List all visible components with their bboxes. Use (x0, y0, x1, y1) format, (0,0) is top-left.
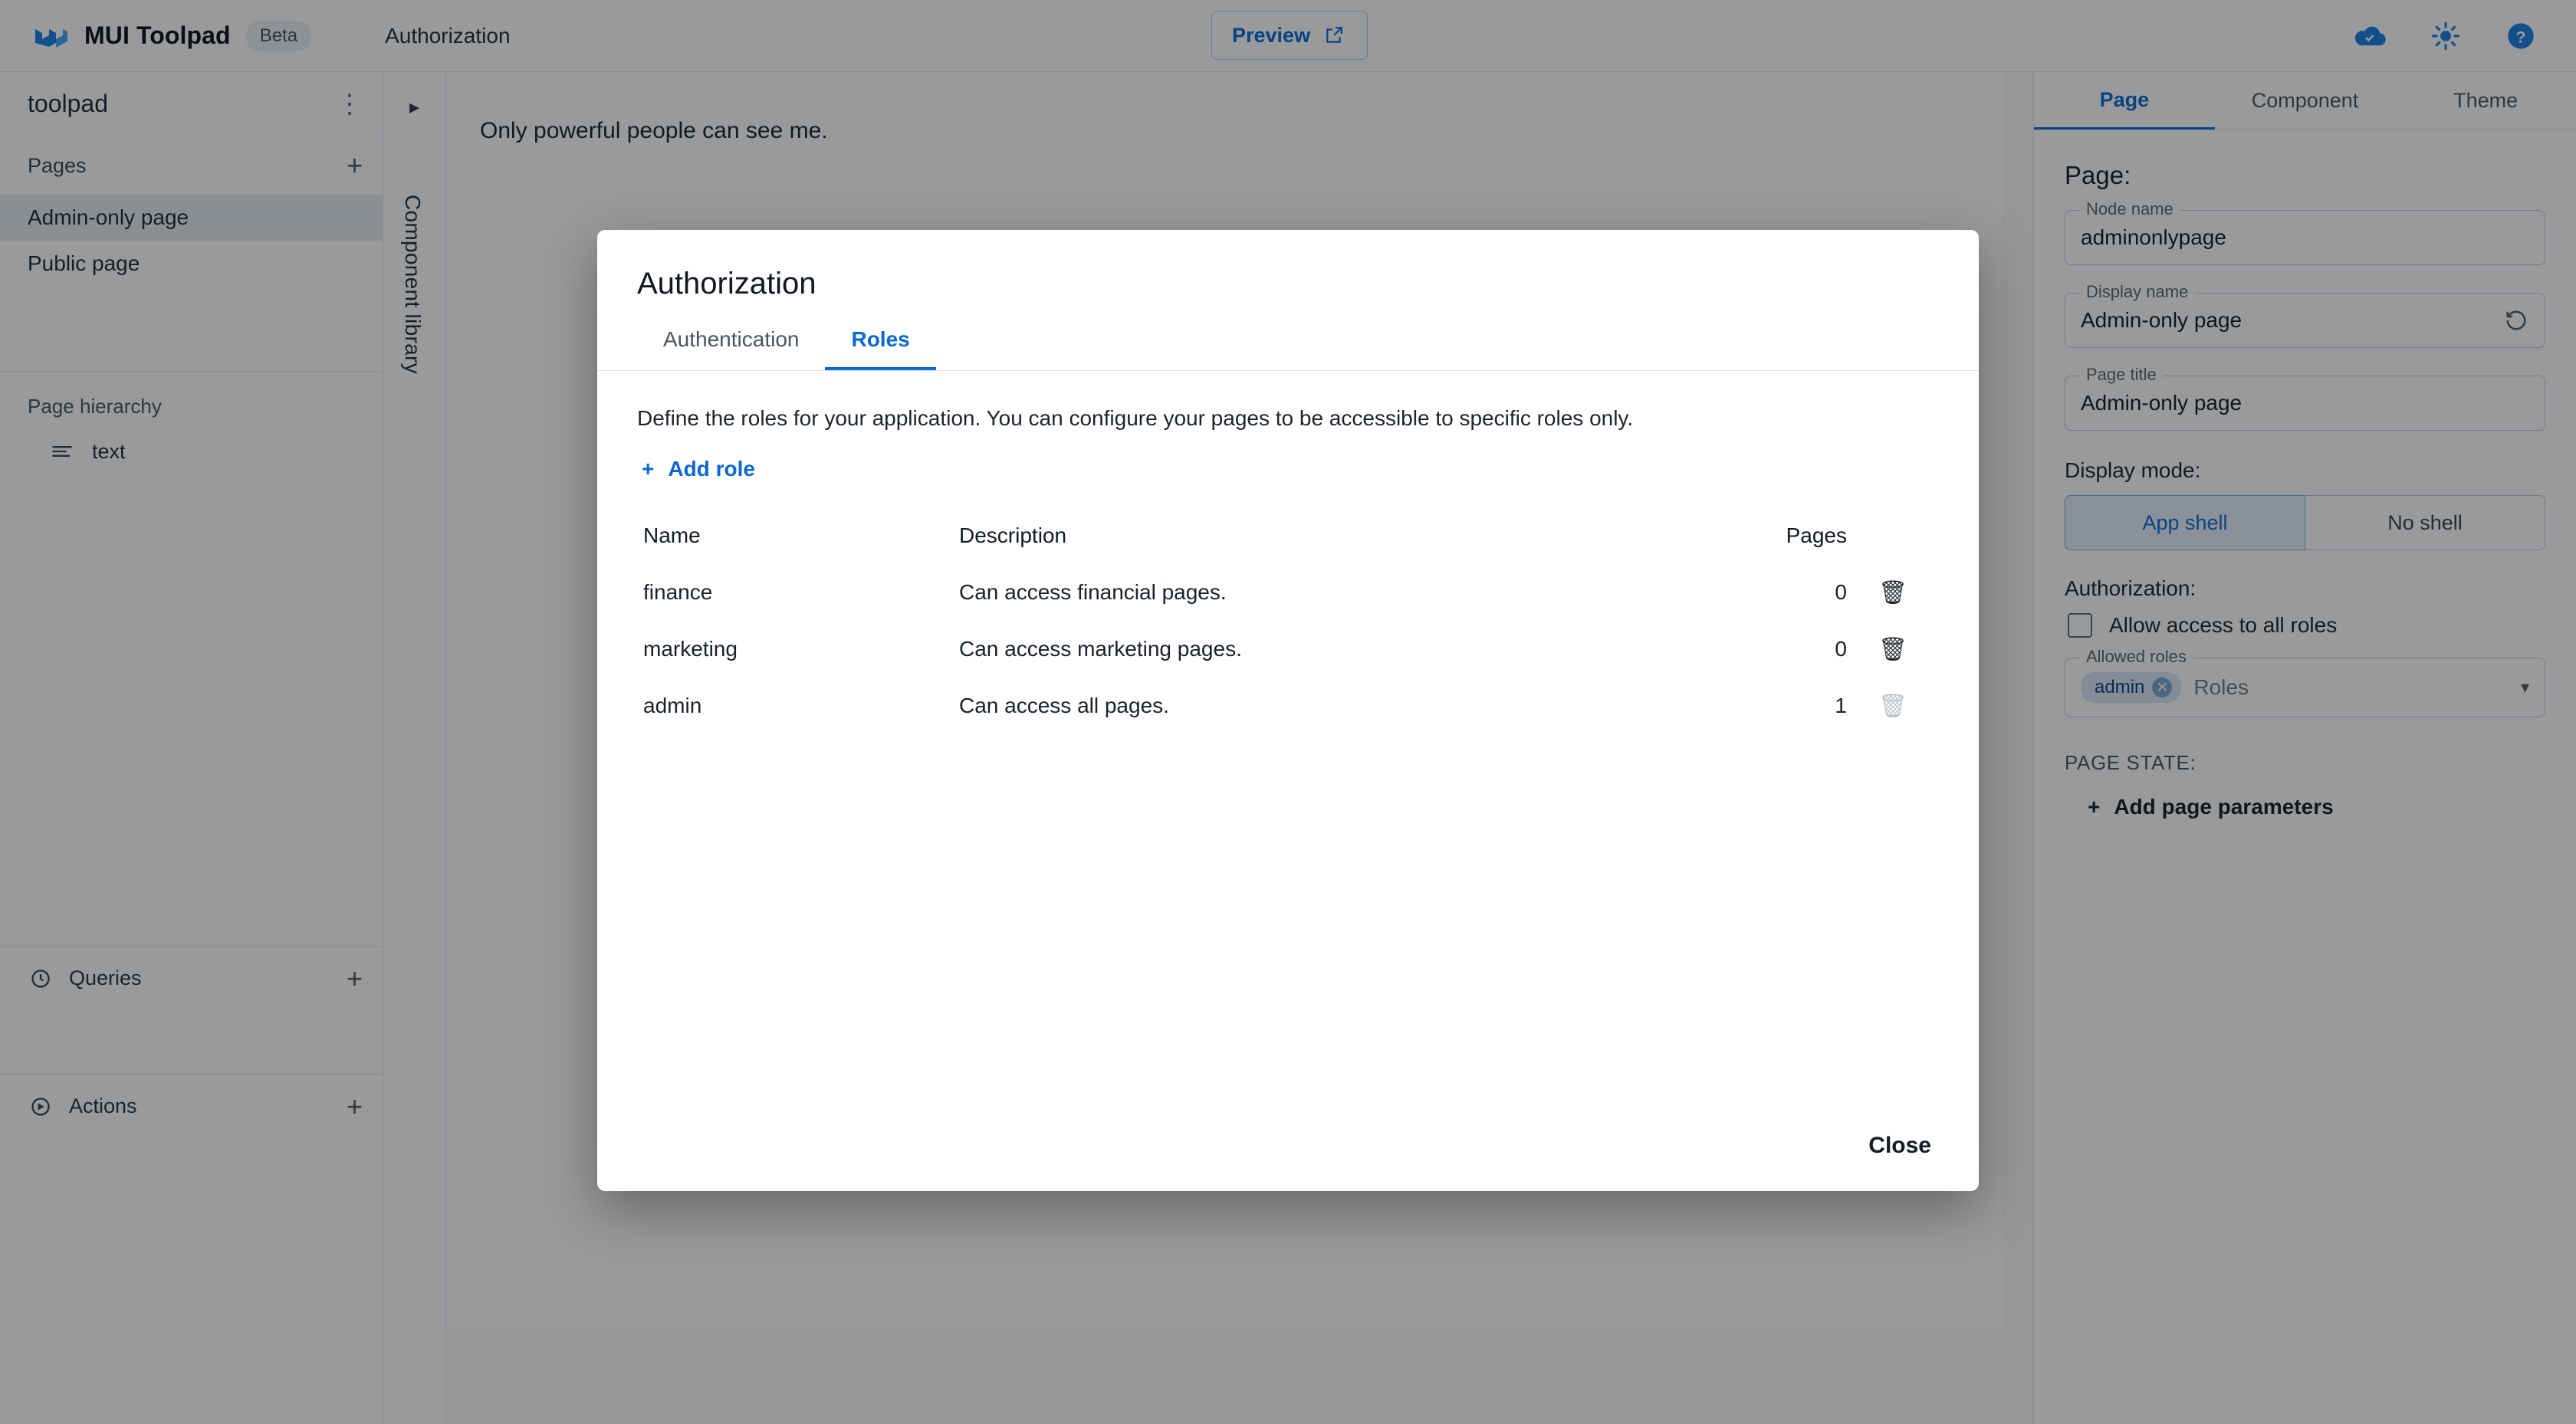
add-page-button[interactable]: + (346, 149, 363, 181)
tab-authentication[interactable]: Authentication (663, 327, 800, 351)
add-query-button[interactable]: + (346, 962, 363, 994)
display-mode-label: Display mode: (2065, 458, 2201, 482)
page-title-label: Page title (2080, 365, 2163, 385)
add-action-button[interactable]: + (346, 1090, 363, 1122)
role-name: finance (643, 580, 713, 604)
dialog-title: Authorization (637, 267, 816, 300)
tab-page[interactable]: Page (2034, 72, 2215, 130)
svg-text:?: ? (2515, 27, 2526, 47)
role-pages-count: 0 (1835, 637, 1847, 661)
chevron-down-icon[interactable]: ▾ (2520, 678, 2529, 697)
trash-icon: 🗑 (1878, 693, 1908, 719)
role-description: Can access marketing pages. (959, 637, 1242, 661)
dialog-tabs (597, 327, 1979, 371)
role-pages-count: 0 (1835, 580, 1847, 604)
role-chip-label: admin (2095, 677, 2145, 697)
chip-remove-icon[interactable]: ✕ (2152, 678, 2172, 697)
current-page-label: Authorization (385, 23, 511, 48)
table-row[interactable] (637, 678, 1939, 734)
close-button[interactable]: Close (1868, 1133, 1931, 1158)
hierarchy-item-label: text (92, 439, 126, 463)
pages-section-label: Pages (28, 153, 87, 177)
column-header-pages: Pages (1786, 523, 1847, 547)
display-name-label: Display name (2080, 282, 2194, 302)
add-role-label: Add role (668, 457, 755, 481)
preview-label: Preview (1232, 23, 1311, 47)
dialog-description: Define the roles for your application. You can configure your pages to be accessible to specific roles only. (637, 406, 1634, 430)
page-title-value: Admin-only page (2081, 391, 2242, 415)
more-vertical-icon[interactable]: ⋮ (337, 89, 363, 119)
trash-icon[interactable]: 🗑 (1878, 579, 1908, 605)
role-description: Can access all pages. (959, 694, 1169, 717)
app-name: toolpad (28, 90, 108, 117)
roles-table-header (637, 507, 1939, 564)
table-row[interactable] (637, 564, 1939, 621)
tab-roles[interactable]: Roles (825, 327, 935, 370)
page-hierarchy-label: Page hierarchy (28, 395, 162, 418)
canvas-text-node[interactable]: Only powerful people can see me. (480, 118, 828, 143)
add-role-button[interactable] (642, 457, 1979, 481)
component-library-label[interactable]: Component library (401, 195, 425, 374)
node-name-label: Node name (2080, 199, 2180, 219)
display-name-value: Admin-only page (2081, 308, 2242, 332)
allow-all-roles-label: Allow access to all roles (2109, 613, 2338, 637)
display-mode-app-shell[interactable]: App shell (2065, 495, 2305, 550)
page-item-label: Admin-only page (28, 205, 189, 229)
display-mode-no-shell[interactable]: No shell (2305, 495, 2545, 550)
role-name: admin (643, 694, 702, 717)
tab-component[interactable]: Component (2251, 89, 2359, 112)
queries-label: Queries (69, 966, 142, 989)
authorization-label: Authorization: (2065, 576, 2196, 600)
node-name-value: adminonlypage (2081, 225, 2226, 249)
role-description: Can access financial pages. (959, 580, 1227, 604)
roles-table (637, 507, 1939, 734)
role-pages-count: 1 (1835, 694, 1847, 717)
brand-title: MUI Toolpad (84, 21, 231, 49)
actions-label: Actions (69, 1094, 137, 1117)
page-state-label: PAGE STATE: (2065, 751, 2196, 774)
plus-icon: + (2088, 795, 2101, 819)
page-section-heading: Page: (2065, 161, 2131, 189)
column-header-name: Name (643, 523, 701, 547)
allowed-roles-placeholder: Roles (2193, 675, 2249, 699)
authorization-dialog (597, 230, 1979, 1191)
trash-icon[interactable]: 🗑 (1878, 636, 1908, 662)
chevron-right-icon[interactable]: ▸ (409, 95, 420, 118)
column-header-description: Description (959, 523, 1067, 547)
beta-badge: Beta (246, 21, 311, 51)
tab-theme[interactable]: Theme (2453, 89, 2518, 112)
allowed-roles-label: Allowed roles (2080, 647, 2193, 667)
page-item-label: Public page (28, 251, 140, 275)
plus-icon: + (642, 457, 655, 481)
role-name: marketing (643, 637, 738, 661)
table-row[interactable] (637, 621, 1939, 678)
add-page-parameters-label: Add page parameters (2114, 795, 2334, 819)
